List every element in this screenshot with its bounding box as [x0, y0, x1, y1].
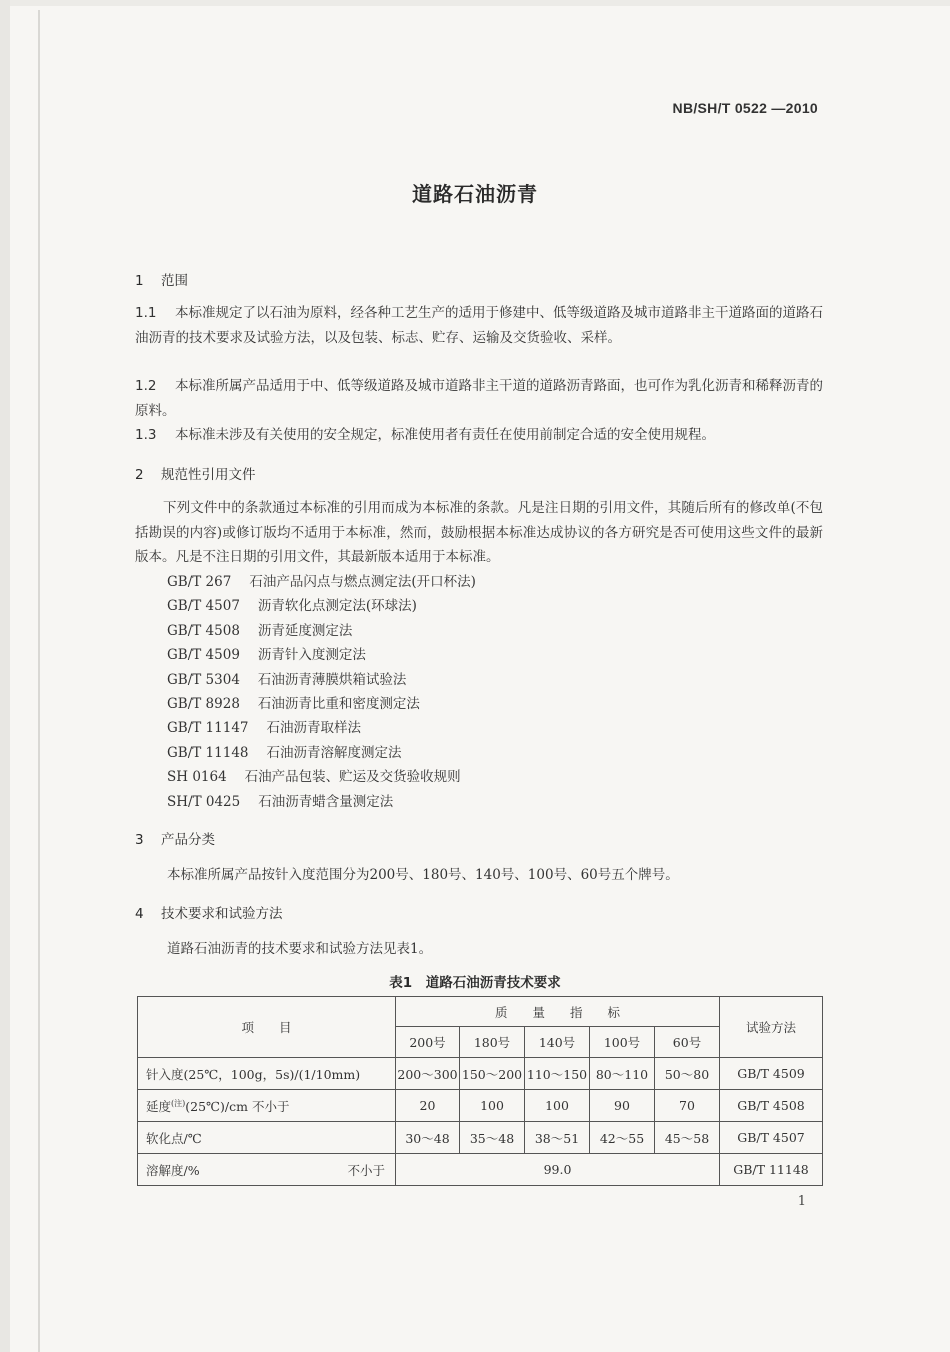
reference-name: 石油沥青比重和密度测定法 — [257, 695, 420, 712]
method-cell: GB/T 11148 — [720, 1154, 823, 1186]
reference-name: 沥青针入度测定法 — [257, 647, 366, 664]
section-1-heading — [135, 269, 188, 289]
reference-name: 石油沥青取样法 — [266, 720, 361, 737]
section-number: 2 — [135, 467, 144, 483]
reference-item — [167, 570, 476, 594]
value-cell: 42～55 — [590, 1122, 655, 1154]
reference-code: GB/T 11147 — [167, 720, 249, 737]
value-cell: 200～300 — [396, 1058, 460, 1090]
reference-code: GB/T 4508 — [167, 622, 240, 639]
clause-1-2 — [135, 374, 823, 423]
standard-number: NB/SH/T 0522 —2010 — [672, 100, 818, 116]
item-cell: 软化点/℃ — [138, 1122, 396, 1154]
grade-cell: 140号 — [525, 1027, 590, 1058]
section-title: 范围 — [161, 273, 188, 289]
reference-code: GB/T 267 — [167, 574, 232, 590]
reference-code: GB/T 8928 — [167, 695, 240, 712]
table-row-ductility — [138, 1090, 823, 1122]
item-main: 延度 — [146, 1098, 172, 1114]
grade-cell: 60号 — [655, 1027, 720, 1058]
binding-shadow — [38, 10, 40, 1352]
clause-number: 1.3 — [135, 427, 157, 443]
value-cell: 90 — [590, 1090, 655, 1122]
reference-name: 石油产品闪点与燃点测定法(开口杯法) — [249, 574, 476, 590]
reference-code: GB/T 4509 — [167, 647, 240, 664]
clause-number: 1.1 — [135, 305, 157, 321]
grade-cell: 100号 — [590, 1027, 655, 1058]
value-cell: 35～48 — [460, 1122, 525, 1154]
reference-item — [167, 619, 476, 643]
table-header-row — [138, 997, 823, 1027]
item-label: 溶解度/% — [146, 1162, 200, 1178]
header-quality-index: 质 量 指 标 — [396, 997, 720, 1027]
reference-item — [167, 790, 476, 814]
value-cell: 110～150 — [525, 1058, 590, 1090]
reference-code: SH/T 0425 — [167, 793, 241, 810]
value-cell: 150～200 — [460, 1058, 525, 1090]
min-label: 不小于 — [347, 1162, 385, 1178]
reference-item — [167, 692, 476, 716]
spec-table — [137, 996, 823, 1186]
table-caption: 表1 道路石油沥青技术要求 — [389, 975, 561, 991]
value-cell: 50～80 — [655, 1058, 720, 1090]
reference-code: GB/T 5304 — [167, 671, 240, 688]
reference-code: GB/T 4507 — [167, 598, 240, 615]
reference-item — [167, 643, 476, 667]
value-cell: 38～51 — [525, 1122, 590, 1154]
clause-text: 本标准所属产品适用于中、低等级道路及城市道路非主干道的道路沥青路面，也可作为乳化沥青和稀释沥青的原料。 — [135, 378, 823, 419]
section-2-heading — [135, 463, 256, 483]
reference-name: 石油产品包装、贮运及交货验收规则 — [244, 769, 461, 786]
clause-1-1 — [135, 301, 823, 350]
item-cell: 针入度(25℃，100g，5s)/(1/10mm) — [138, 1058, 396, 1090]
value-cell: 20 — [396, 1090, 460, 1122]
reference-code: SH 0164 — [167, 769, 227, 786]
table-row-softening-point — [138, 1122, 823, 1154]
references-intro: 下列文件中的条款通过本标准的引用而成为本标准的条款。凡是注日期的引用文件，其随后所有的修改单(不包括勘误的内容)或修订版均不适用于本标准，然而，鼓励根据本标准达成协议的各方研究是否可使用这些文件的最新版本。凡是不注日期的引用文件，其最新版本适用于本标准。 — [135, 500, 823, 565]
reference-name: 石油沥青薄膜烘箱试验法 — [257, 671, 407, 688]
header-item: 项 目 — [138, 997, 396, 1058]
reference-name: 沥青软化点测定法(环球法) — [257, 598, 417, 615]
clause-1-3 — [135, 423, 823, 448]
section-number: 4 — [135, 906, 144, 922]
section-title: 产品分类 — [161, 832, 215, 848]
clause-number: 1.2 — [135, 378, 157, 394]
value-cell: 30～48 — [396, 1122, 460, 1154]
header-test-method: 试验方法 — [720, 997, 823, 1058]
section-number: 1 — [135, 273, 144, 289]
reference-code: GB/T 11148 — [167, 744, 249, 761]
section-title: 技术要求和试验方法 — [161, 906, 283, 922]
value-cell: 70 — [655, 1090, 720, 1122]
clause-text: 本标准规定了以石油为原料，经各种工艺生产的适用于修建中、低等级道路及城市道路非主干道路面的道路石油沥青的技术要求及试验方法，以及包装、标志、贮存、运输及交货验收、采样。 — [135, 305, 823, 346]
reference-item — [167, 765, 476, 789]
reference-name: 沥青延度测定法 — [257, 622, 353, 639]
table-row-penetration — [138, 1058, 823, 1090]
reference-item — [167, 716, 476, 740]
product-classification-text: 本标准所属产品按针入度范围分为200号、180号、140号、100号、60号五个牌号。 — [167, 867, 679, 883]
footnote-marker: (注) — [171, 1098, 186, 1108]
value-cell: 45～58 — [655, 1122, 720, 1154]
reference-name: 石油沥青蜡含量测定法 — [258, 793, 394, 810]
grade-cell: 200号 — [396, 1027, 460, 1058]
value-cell: 80～110 — [590, 1058, 655, 1090]
method-cell: GB/T 4509 — [720, 1058, 823, 1090]
page-number: 1 — [797, 1194, 806, 1209]
value-cell: 99.0 — [396, 1154, 720, 1186]
section-3-heading — [135, 828, 215, 848]
method-cell: GB/T 4508 — [720, 1090, 823, 1122]
section-number: 3 — [135, 832, 144, 848]
item-cell — [138, 1154, 396, 1186]
requirements-text: 道路石油沥青的技术要求和试验方法见表1。 — [167, 941, 433, 957]
grade-cell: 180号 — [460, 1027, 525, 1058]
reference-item — [167, 594, 476, 618]
value-cell: 100 — [460, 1090, 525, 1122]
value-cell: 100 — [525, 1090, 590, 1122]
reference-name: 石油沥青溶解度测定法 — [266, 744, 402, 761]
method-cell: GB/T 4507 — [720, 1122, 823, 1154]
reference-list — [167, 570, 476, 814]
document-title: 道路石油沥青 — [412, 182, 538, 206]
reference-item — [167, 668, 476, 692]
item-rest: (25℃)/cm 不小于 — [185, 1098, 290, 1114]
reference-item — [167, 741, 476, 765]
section-4-heading — [135, 902, 283, 922]
table-row-solubility — [138, 1154, 823, 1186]
section-title: 规范性引用文件 — [161, 467, 256, 483]
item-cell — [138, 1090, 396, 1122]
scan-edge-top — [0, 0, 950, 6]
clause-text: 本标准未涉及有关使用的安全规定，标准使用者有责任在使用前制定合适的安全使用规程。 — [175, 427, 715, 443]
